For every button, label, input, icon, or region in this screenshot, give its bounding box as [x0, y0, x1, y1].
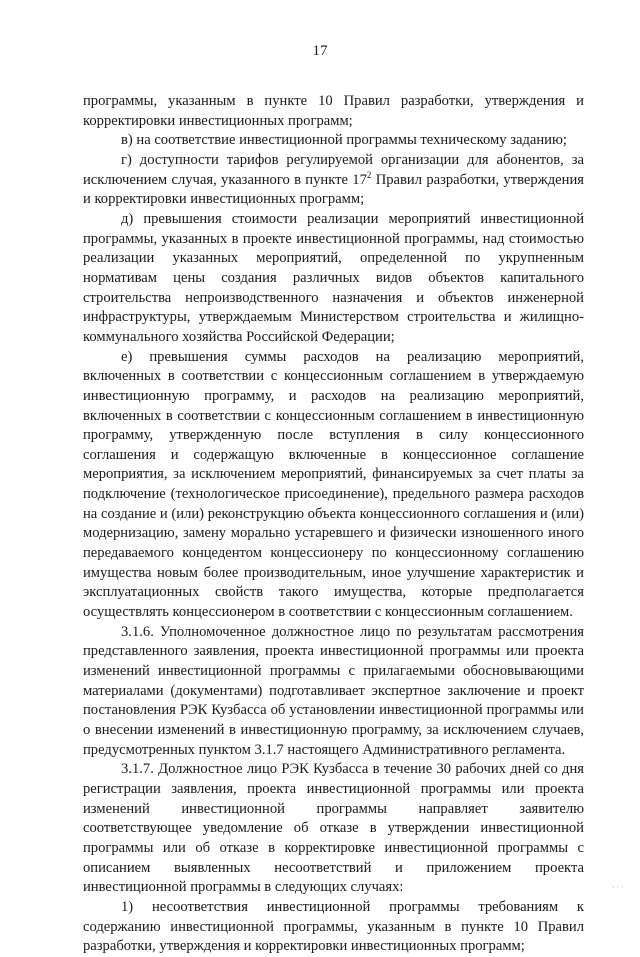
superscript-2: 2 [366, 169, 372, 180]
paragraph-item-d: д) превышения стоимости реализации мероприятий инвестиционной программы, указанных в проекте инвестиционной программы, над стоимостью реализации указанных мероприятий, определенной по укрупненным нормативам цены создания различных видов объектов капитального строительства непроизводственного назначения и объектов инженерной инфраструктуры, утверждаемым Министерством строительства и жилищно-коммунального хозяйства Российской Федерации; [83, 210, 584, 345]
paragraph-item-e: е) превышения суммы расходов на реализацию мероприятий, включенных в соответствии с концессионным соглашением в утверждаемую инвестиционную программу, и расходов на реализацию мероприятий, включенных в соответствии с концессионным соглашением в инвестиционную программу, утвержденную после вступления в силу концессионного соглашения и содержащую включенные в концессионное соглашение мероприятия, за исключением мероприятий, финансируемых за счет платы за подключение (технологическое присоединение), предельного размера расходов на создание и (или) реконструкцию объекта концессионного соглашения и (или) модернизацию, замену морально устаревшего и физически изношенного иного передаваемого концедентом концессионеру по концессионному соглашению имущества новым более производительным, иное улучшение характеристик и эксплуатационных свойств такого имущества, которые предполагается осуществлять концессионером в соответствии с концессионным соглашением. [83, 348, 584, 621]
paragraph-3-1-7: 3.1.7. Должностное лицо РЭК Кузбасса в течение 30 рабочих дней со дня регистрации заявления, проекта инвестиционной программы или проекта изменений инвестиционной программы направляет заявителю соответствующее уведомление об отказе в утверждении инвестиционной программы или об отказе в корректировке инвестиционной программы с описанием выявленных несоответствий и приложением проекта инвестиционной программы в следующих случаях: [83, 761, 584, 896]
paragraph-item-1: 1) несоответствия инвестиционной программы требованиям к содержанию инвестиционной программы, указанным в пункте 10 Правил разработки, утверждения и корректировки инвестиционных программ; [83, 898, 584, 955]
paragraph-continuation: программы, указанным в пункте 10 Правил разработки, утверждения и корректировки инвестиционных программ; [83, 93, 584, 129]
paragraph-item-v: в) на соответствие инвестиционной программы техническому заданию; [121, 132, 567, 149]
page-number: 17 [312, 43, 328, 59]
corner-dots-mark: ··· [612, 883, 626, 892]
document-body [83, 92, 584, 957]
paragraph-3-1-6: 3.1.6. Уполномоченное должностное лицо по результатам рассмотрения представленного заявления, проекта инвестиционной программы или проекта изменений инвестиционной программы с прилагаемыми обосновывающими материалами (документами) подготавливает экспертное заключение и проект постановления РЭК Кузбасса об установлении инвестиционной программы или о внесении изменений в инвестиционную программу, за исключением случаев, предусмотренных пунктом 3.1.7 настоящего Административного регламента. [83, 623, 584, 758]
paragraph-item-g-tail: Правил разработки, утверждения и корректировки инвестиционных программ; [83, 171, 584, 208]
paragraph-item-g [83, 151, 584, 210]
paragraph-item-g-text: г) доступности тарифов регулируемой организации для абонентов, за исключением случая, указанного в пункте 17 [83, 151, 584, 188]
